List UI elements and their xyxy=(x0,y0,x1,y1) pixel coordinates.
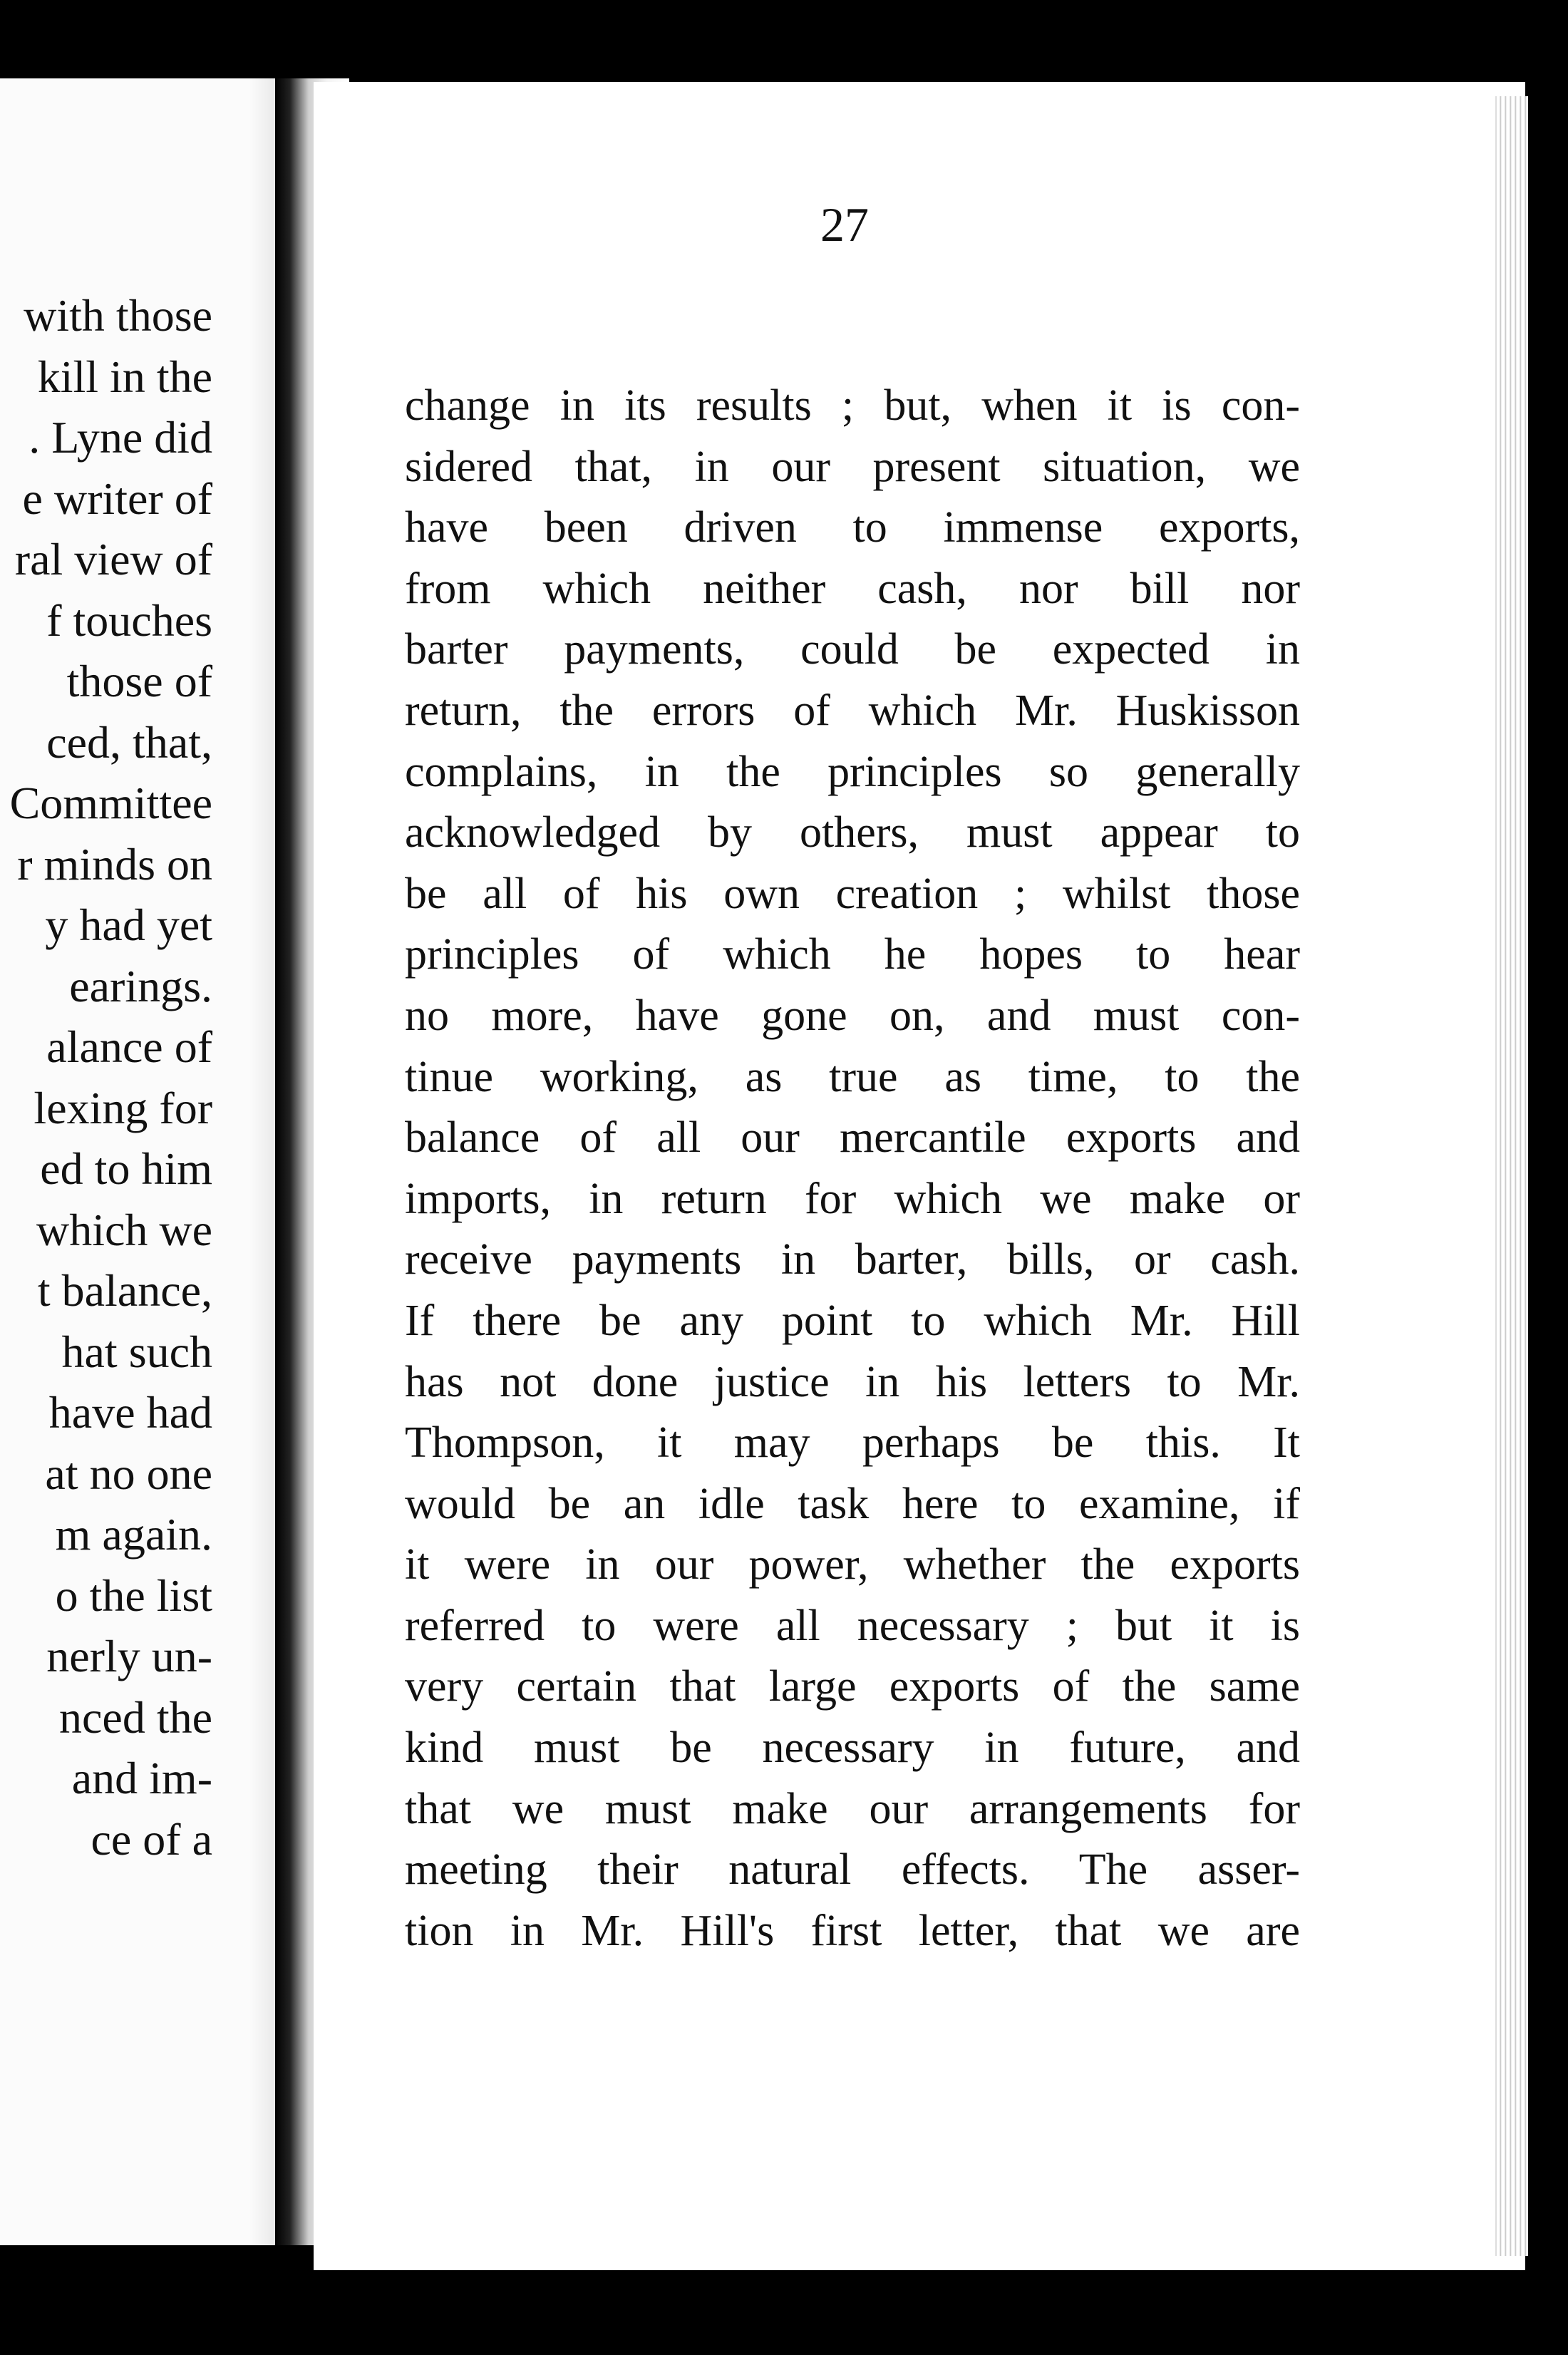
text-line: earings. xyxy=(69,960,212,1011)
text-line: imports, in return for which we make or xyxy=(405,1174,1300,1223)
page-shadow xyxy=(249,78,278,2245)
text-line: at no one xyxy=(45,1448,212,1499)
text-line: . Lyne did xyxy=(29,412,212,463)
text-line: referred to were all necessary ; but it is xyxy=(405,1601,1300,1650)
text-line: complains, in the principles so generally xyxy=(405,747,1300,796)
text-line: return, the errors of which Mr. Huskisson xyxy=(405,686,1300,735)
text-line: o the list xyxy=(55,1570,212,1621)
text-line: hat such xyxy=(61,1326,212,1377)
page-edges xyxy=(1495,96,1528,2256)
text-line: nced the xyxy=(59,1691,212,1743)
text-line: very certain that large exports of the same xyxy=(405,1662,1300,1711)
text-line: it were in our power, whether the exports xyxy=(405,1540,1300,1589)
text-line: ed to him xyxy=(40,1143,212,1194)
text-line: meeting their natural effects. The asser- xyxy=(405,1845,1300,1895)
text-line: tion in Mr. Hill's first letter, that we are xyxy=(405,1906,1300,1955)
text-line: from which neither cash, nor bill nor xyxy=(405,564,1300,613)
text-line: ced, that, xyxy=(46,716,212,768)
text-line: has not done justice in his letters to Mr. xyxy=(405,1357,1300,1406)
text-line: be all of his own creation ; whilst those xyxy=(405,869,1300,918)
current-page xyxy=(314,82,1525,2270)
text-line: kill in the xyxy=(37,351,212,402)
text-line: barter payments, could be expected in xyxy=(405,625,1300,674)
text-line: have had xyxy=(48,1387,212,1438)
text-line: receive payments in barter, bills, or cash. xyxy=(405,1235,1300,1284)
text-line: ral view of xyxy=(14,534,212,584)
text-line: lexing for xyxy=(33,1082,212,1133)
text-line: Thompson, it may perhaps be this. It xyxy=(405,1418,1300,1468)
text-line: y had yet xyxy=(45,900,212,950)
text-line: sidered that, in our present situation, we xyxy=(405,442,1300,491)
text-line: r minds on xyxy=(17,838,212,890)
text-line: have been driven to immense exports, xyxy=(405,503,1300,552)
text-line: tinue working, as true as time, to the xyxy=(405,1052,1300,1101)
text-line: that we must make our arrangements for xyxy=(405,1784,1300,1833)
text-line: t balance, xyxy=(37,1265,212,1316)
text-line: principles of which he hopes to hear xyxy=(405,930,1300,979)
text-line: m again. xyxy=(55,1509,212,1560)
text-line: balance of all our mercantile exports and xyxy=(405,1113,1300,1163)
text-line: with those xyxy=(24,290,212,341)
previous-page-text xyxy=(10,285,212,1870)
text-line: e writer of xyxy=(22,473,212,524)
text-line: acknowledged by others, must appear to xyxy=(405,808,1300,857)
text-line: no more, have gone on, and must con- xyxy=(405,991,1300,1040)
page-number: 27 xyxy=(820,197,869,252)
text-line: kind must be necessary in future, and xyxy=(405,1723,1300,1773)
text-line: would be an idle task here to examine, if xyxy=(405,1479,1300,1528)
text-line: If there be any point to which Mr. Hill xyxy=(405,1296,1300,1345)
text-line: nerly un- xyxy=(46,1631,212,1681)
text-line: those of xyxy=(66,656,212,706)
previous-page xyxy=(0,78,278,2245)
text-line: and im- xyxy=(71,1753,212,1803)
text-line: ce of a xyxy=(91,1813,212,1865)
text-line: Committee xyxy=(9,778,212,828)
text-line: alance of xyxy=(46,1021,212,1072)
text-line: change in its results ; but, when it is con- xyxy=(405,381,1300,430)
page-body-text xyxy=(405,376,1300,1962)
text-line: f touches xyxy=(46,594,212,646)
text-line: which we xyxy=(36,1204,212,1255)
